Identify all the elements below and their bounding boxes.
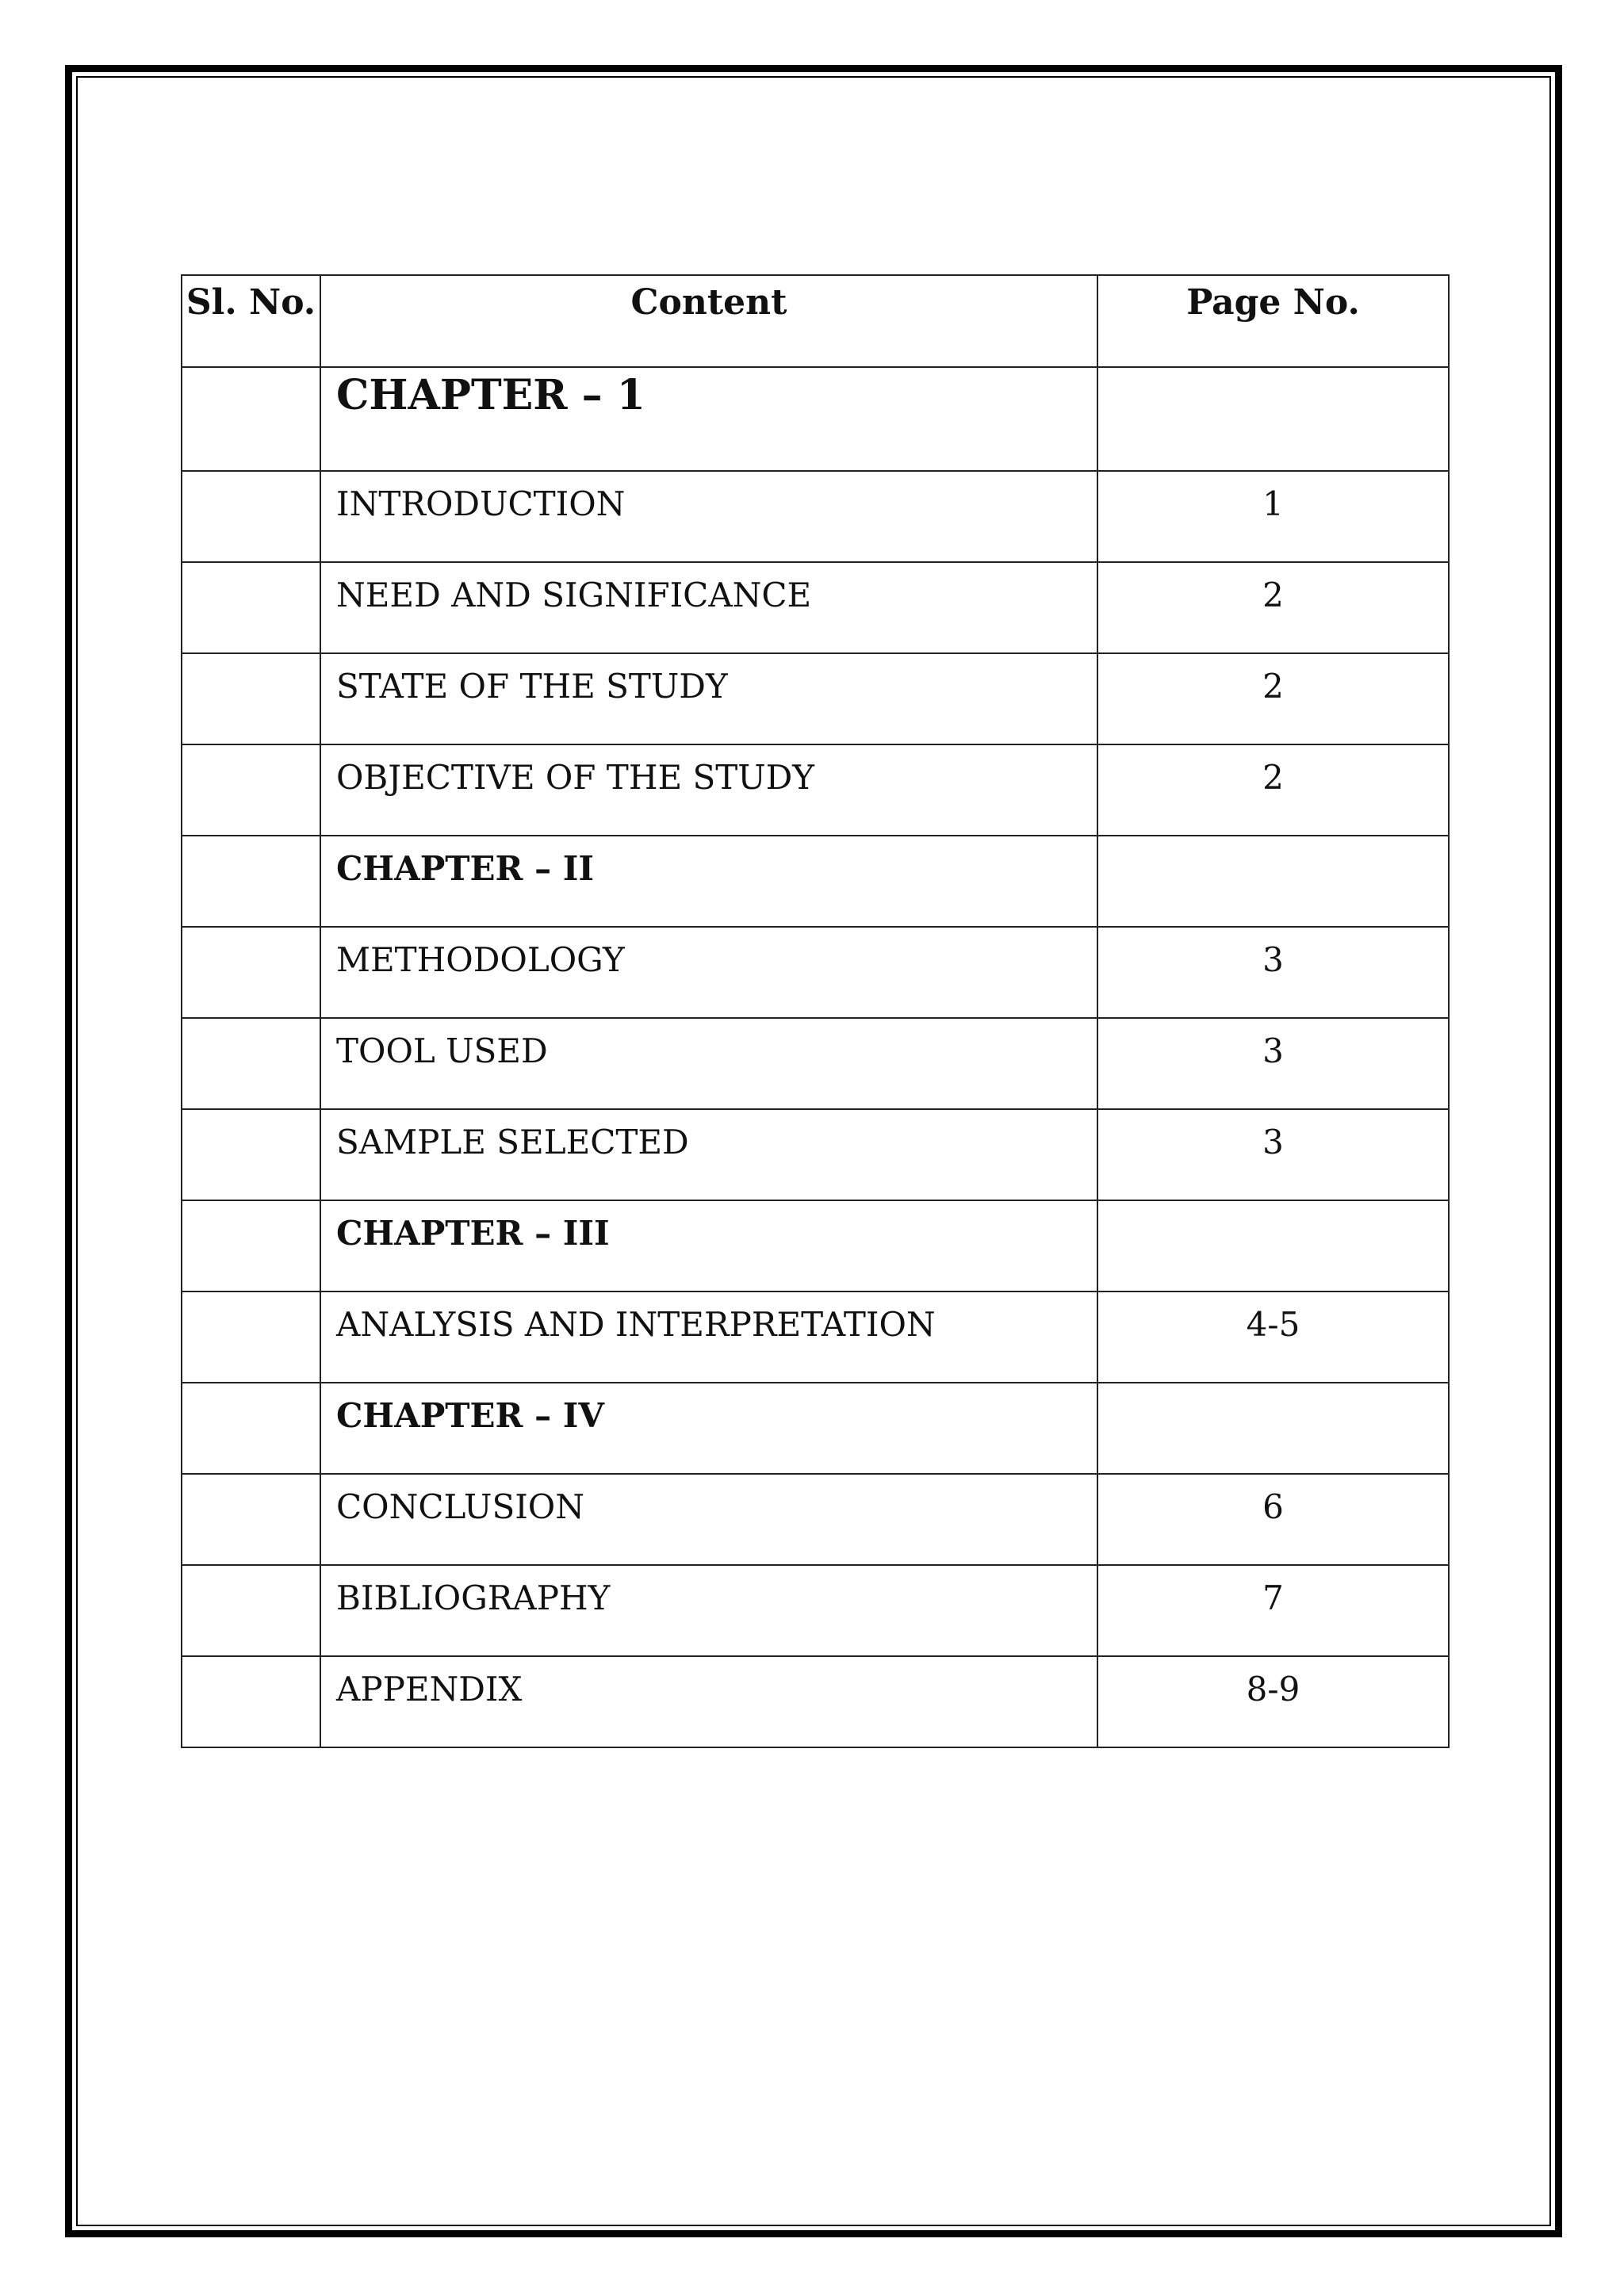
- content-cell: OBJECTIVE OF THE STUDY: [320, 744, 1097, 836]
- sl-no-cell: [182, 744, 320, 836]
- table-row: [182, 653, 1449, 744]
- header-page-no: Page No.: [1097, 275, 1449, 367]
- page-number-cell: 2: [1097, 744, 1449, 836]
- table-row: [182, 1656, 1449, 1747]
- chapter-heading: CHAPTER – II: [320, 836, 1097, 927]
- table-of-contents: [181, 274, 1450, 1748]
- page-number-cell: 2: [1097, 653, 1449, 744]
- sl-no-cell: [182, 562, 320, 653]
- header-content: Content: [320, 275, 1097, 367]
- page-number-cell: [1097, 367, 1449, 471]
- page-number-cell: 7: [1097, 1565, 1449, 1656]
- content-cell: TOOL USED: [320, 1018, 1097, 1109]
- table-row: [182, 471, 1449, 562]
- content-cell: INTRODUCTION: [320, 471, 1097, 562]
- header-sl-no: Sl. No.: [182, 275, 320, 367]
- content-cell: STATE OF THE STUDY: [320, 653, 1097, 744]
- table-row: [182, 1018, 1449, 1109]
- content-cell: BIBLIOGRAPHY: [320, 1565, 1097, 1656]
- chapter-heading: CHAPTER – 1: [320, 367, 1097, 471]
- table-row: [182, 1292, 1449, 1383]
- sl-no-cell: [182, 927, 320, 1018]
- chapter-heading: CHAPTER – IV: [320, 1383, 1097, 1474]
- page-number-cell: [1097, 1200, 1449, 1292]
- sl-no-cell: [182, 1018, 320, 1109]
- page-number-cell: 3: [1097, 927, 1449, 1018]
- page-number-cell: 3: [1097, 1018, 1449, 1109]
- table-row: [182, 927, 1449, 1018]
- table-row: [182, 1383, 1449, 1474]
- table-row: [182, 562, 1449, 653]
- content-cell: APPENDIX: [320, 1656, 1097, 1747]
- page-number-cell: [1097, 836, 1449, 927]
- table-row: [182, 367, 1449, 471]
- sl-no-cell: [182, 1474, 320, 1565]
- page-number-cell: 4-5: [1097, 1292, 1449, 1383]
- content-cell: NEED AND SIGNIFICANCE: [320, 562, 1097, 653]
- sl-no-cell: [182, 1292, 320, 1383]
- page-number-cell: 1: [1097, 471, 1449, 562]
- table-row: [182, 744, 1449, 836]
- page-number-cell: 6: [1097, 1474, 1449, 1565]
- sl-no-cell: [182, 653, 320, 744]
- page-number-cell: 2: [1097, 562, 1449, 653]
- sl-no-cell: [182, 836, 320, 927]
- page-number-cell: [1097, 1383, 1449, 1474]
- table-row: [182, 1109, 1449, 1200]
- content-cell: ANALYSIS AND INTERPRETATION: [320, 1292, 1097, 1383]
- chapter-heading: CHAPTER – III: [320, 1200, 1097, 1292]
- table-row: [182, 1565, 1449, 1656]
- sl-no-cell: [182, 1656, 320, 1747]
- sl-no-cell: [182, 367, 320, 471]
- content-cell: SAMPLE SELECTED: [320, 1109, 1097, 1200]
- sl-no-cell: [182, 1565, 320, 1656]
- table-row: [182, 1474, 1449, 1565]
- table-header-row: [182, 275, 1449, 367]
- content-cell: METHODOLOGY: [320, 927, 1097, 1018]
- page-number-cell: 3: [1097, 1109, 1449, 1200]
- table-row: [182, 836, 1449, 927]
- table-row: [182, 1200, 1449, 1292]
- sl-no-cell: [182, 1109, 320, 1200]
- sl-no-cell: [182, 471, 320, 562]
- sl-no-cell: [182, 1200, 320, 1292]
- content-cell: CONCLUSION: [320, 1474, 1097, 1565]
- page-number-cell: 8-9: [1097, 1656, 1449, 1747]
- sl-no-cell: [182, 1383, 320, 1474]
